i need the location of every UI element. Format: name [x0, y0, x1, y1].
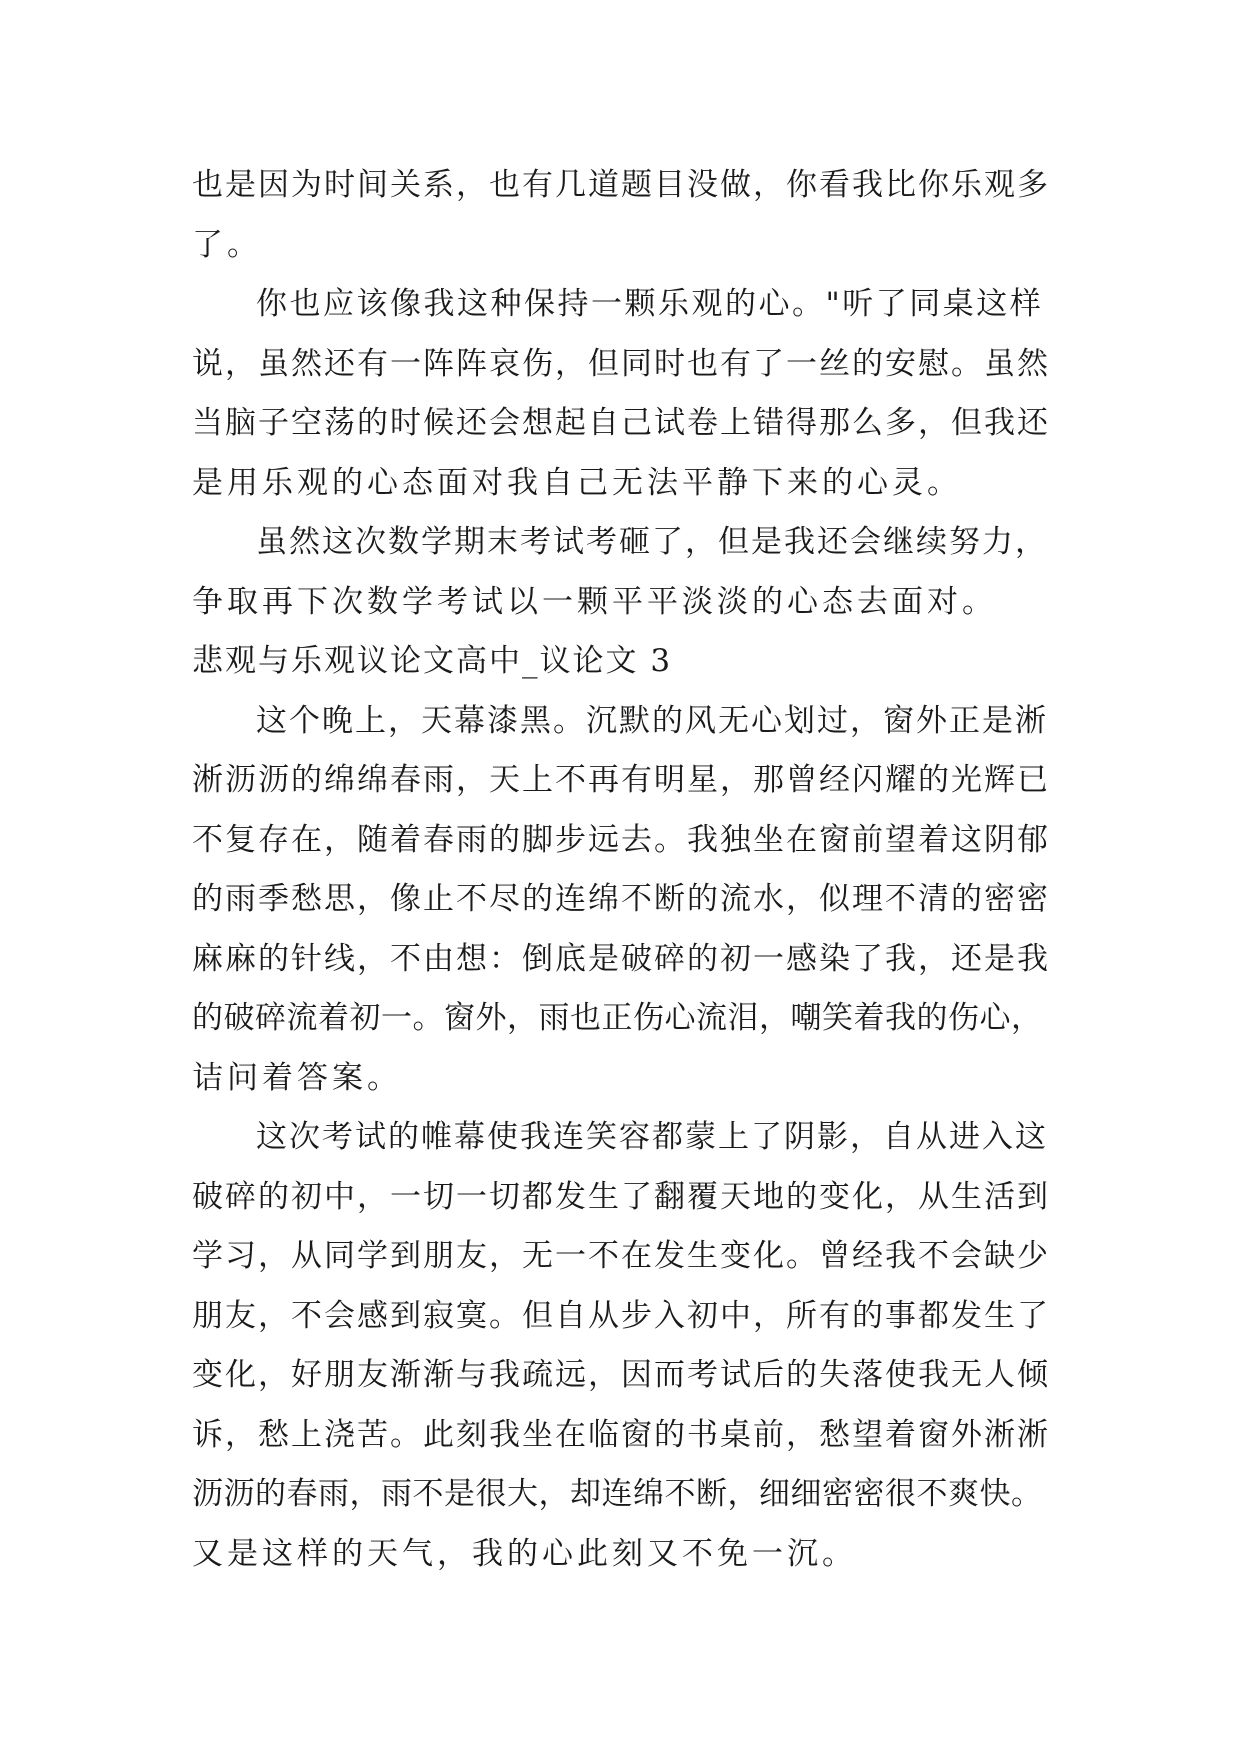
- section-heading: 悲观与乐观议论文高中_议论文 3: [192, 643, 673, 679]
- paragraph-start-line: 这次考试的帷幕使我连笑容都蒙上了阴影，自从进入这: [256, 1119, 1048, 1155]
- text-line: 了。: [192, 226, 262, 263]
- text-line: 诉，愁上浇苦。此刻我坐在临窗的书桌前，愁望着窗外淅淅: [192, 1416, 1050, 1453]
- text-line: 不复存在，随着春雨的脚步远去。我独坐在窗前望着这阴郁: [192, 821, 1050, 858]
- paragraph-start-line: 这个晚上，天幕漆黑。沉默的风无心划过，窗外正是淅: [256, 702, 1048, 739]
- text-line: 麻麻的针线，不由想：倒底是破碎的初一感染了我，还是我: [192, 940, 1050, 977]
- text-line: 的破碎流着初一。窗外，雨也正伤心流泪，嘲笑着我的伤心，: [192, 1000, 1043, 1036]
- text-line: 变化，好朋友渐渐与我疏远，因而考试后的失落使我无人倾: [192, 1357, 1050, 1393]
- text-line: 破碎的初中，一切一切都发生了翻覆天地的变化，从生活到: [192, 1178, 1050, 1215]
- text-line: 的雨季愁思，像止不尽的连绵不断的流水，似理不清的密密: [192, 881, 1050, 917]
- paragraph-start-line: 你也应该像我这种保持一颗乐观的心。"听了同桌这样: [256, 286, 1044, 322]
- text-line: 当脑子空荡的时候还会想起自己试卷上错得那么多，但我还: [192, 405, 1050, 441]
- text-line: 朋友，不会感到寂寞。但自从步入初中，所有的事都发生了: [192, 1297, 1050, 1334]
- text-line: 也是因为时间关系，也有几道题目没做，你看我比你乐观多: [192, 167, 1050, 203]
- text-line: 淅沥沥的绵绵春雨，天上不再有明星，那曾经闪耀的光辉已: [192, 762, 1050, 798]
- paragraph-start-line: 虽然这次数学期末考试考砸了，但是我还会继续努力，: [256, 524, 1048, 560]
- text-line: 争取再下次数学考试以一颗平平淡淡的心态去面对。: [192, 583, 997, 620]
- text-line: 学习，从同学到朋友，无一不在发生变化。曾经我不会缺少: [192, 1238, 1050, 1274]
- text-line: 说，虽然还有一阵阵哀伤，但同时也有了一丝的安慰。虽然: [192, 345, 1050, 382]
- text-line: 沥沥的春雨，雨不是很大，却连绵不断，细细密密很不爽快。: [192, 1476, 1043, 1512]
- text-line: 是用乐观的心态面对我自己无法平静下来的心灵。: [192, 464, 962, 501]
- text-line: 又是这样的天气，我的心此刻又不免一沉。: [192, 1535, 857, 1572]
- text-line: 诘问着答案。: [192, 1059, 402, 1096]
- document-body: [192, 156, 1052, 1584]
